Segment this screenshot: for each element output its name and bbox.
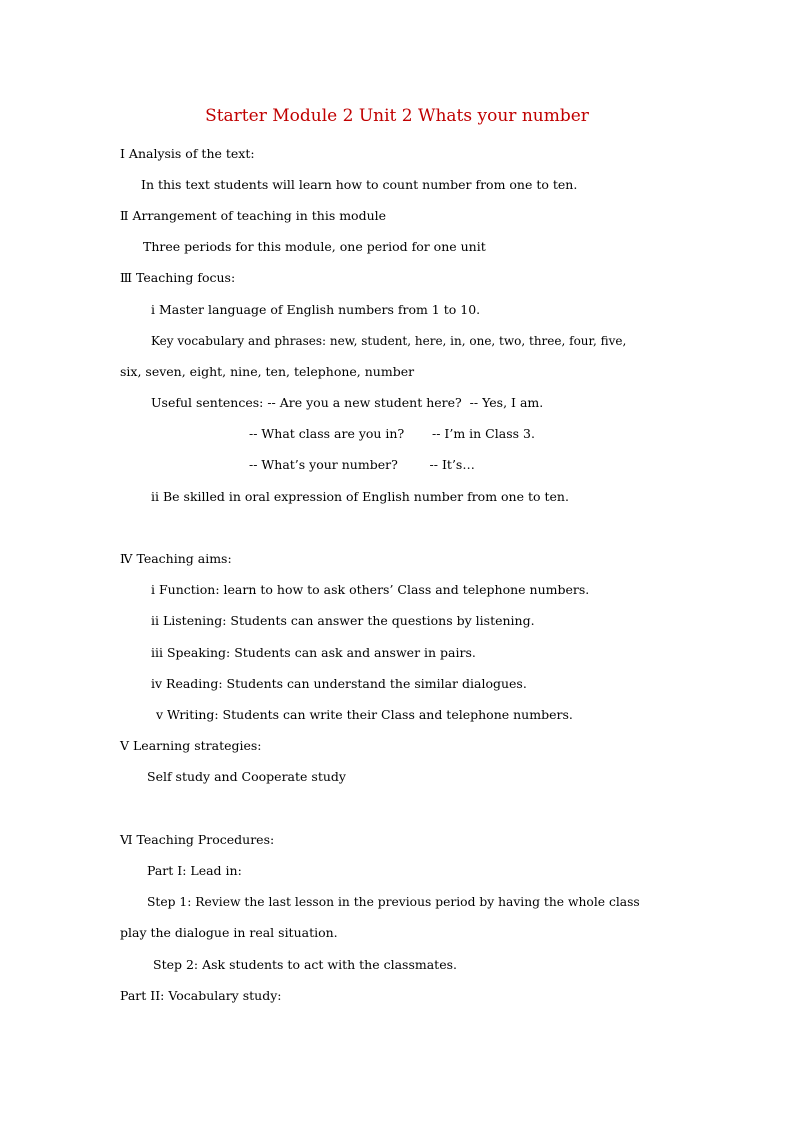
section-heading: Ⅴ Learning strategies: <box>120 738 262 753</box>
paragraph-line: ⅲ Speaking: Students can ask and answer in pairs. <box>151 645 476 660</box>
paragraph-line: Self study and Cooperate study <box>147 769 346 784</box>
section-heading: Ⅵ Teaching Procedures: <box>120 832 275 847</box>
paragraph-line: Key vocabulary and phrases: new, student, here, in, one, two, three, four, five, <box>151 334 627 348</box>
paragraph-line: play the dialogue in real situation. <box>120 925 338 940</box>
paragraph-line: ⅳ Reading: Students can understand the similar dialogues. <box>151 676 527 691</box>
paragraph-line: Part II: Vocabulary study: <box>120 988 282 1003</box>
paragraph-line: ⅱ Be skilled in oral expression of English number from one to ten. <box>151 489 569 504</box>
section-heading: Ⅳ Teaching aims: <box>120 551 232 566</box>
section-heading: Ⅰ Analysis of the text: <box>120 146 255 161</box>
paragraph-line: ⅰ Function: learn to how to ask others’ Class and telephone numbers. <box>151 582 590 597</box>
paragraph-line: ⅴ Writing: Students can write their Class and telephone numbers. <box>156 707 573 722</box>
paragraph-line: ⅱ Listening: Students can answer the questions by listening. <box>151 613 535 628</box>
paragraph-line: Step 2: Ask students to act with the classmates. <box>153 957 457 972</box>
paragraph-line: ⅰ Master language of English numbers from 1 to 10. <box>151 302 481 317</box>
paragraph-line: In this text students will learn how to count number from one to ten. <box>141 177 578 192</box>
paragraph-line: Useful sentences: -- Are you a new student here? -- Yes, I am. <box>151 395 544 410</box>
paragraph-line: -- What’s your number? -- It’s… <box>249 457 475 472</box>
paragraph-line: Three periods for this module, one period for one unit <box>143 239 486 254</box>
paragraph-line: Part I: Lead in: <box>147 863 242 878</box>
section-heading: Ⅲ Teaching focus: <box>120 270 236 285</box>
paragraph-line: -- What class are you in? -- I’m in Class 3. <box>249 426 535 441</box>
section-heading: Ⅱ Arrangement of teaching in this module <box>120 208 387 223</box>
paragraph-line: Step 1: Review the last lesson in the previous period by having the whole class <box>147 895 640 909</box>
paragraph-line: six, seven, eight, nine, ten, telephone, number <box>120 364 415 379</box>
document-title: Starter Module 2 Unit 2 Whats your number <box>205 106 589 126</box>
